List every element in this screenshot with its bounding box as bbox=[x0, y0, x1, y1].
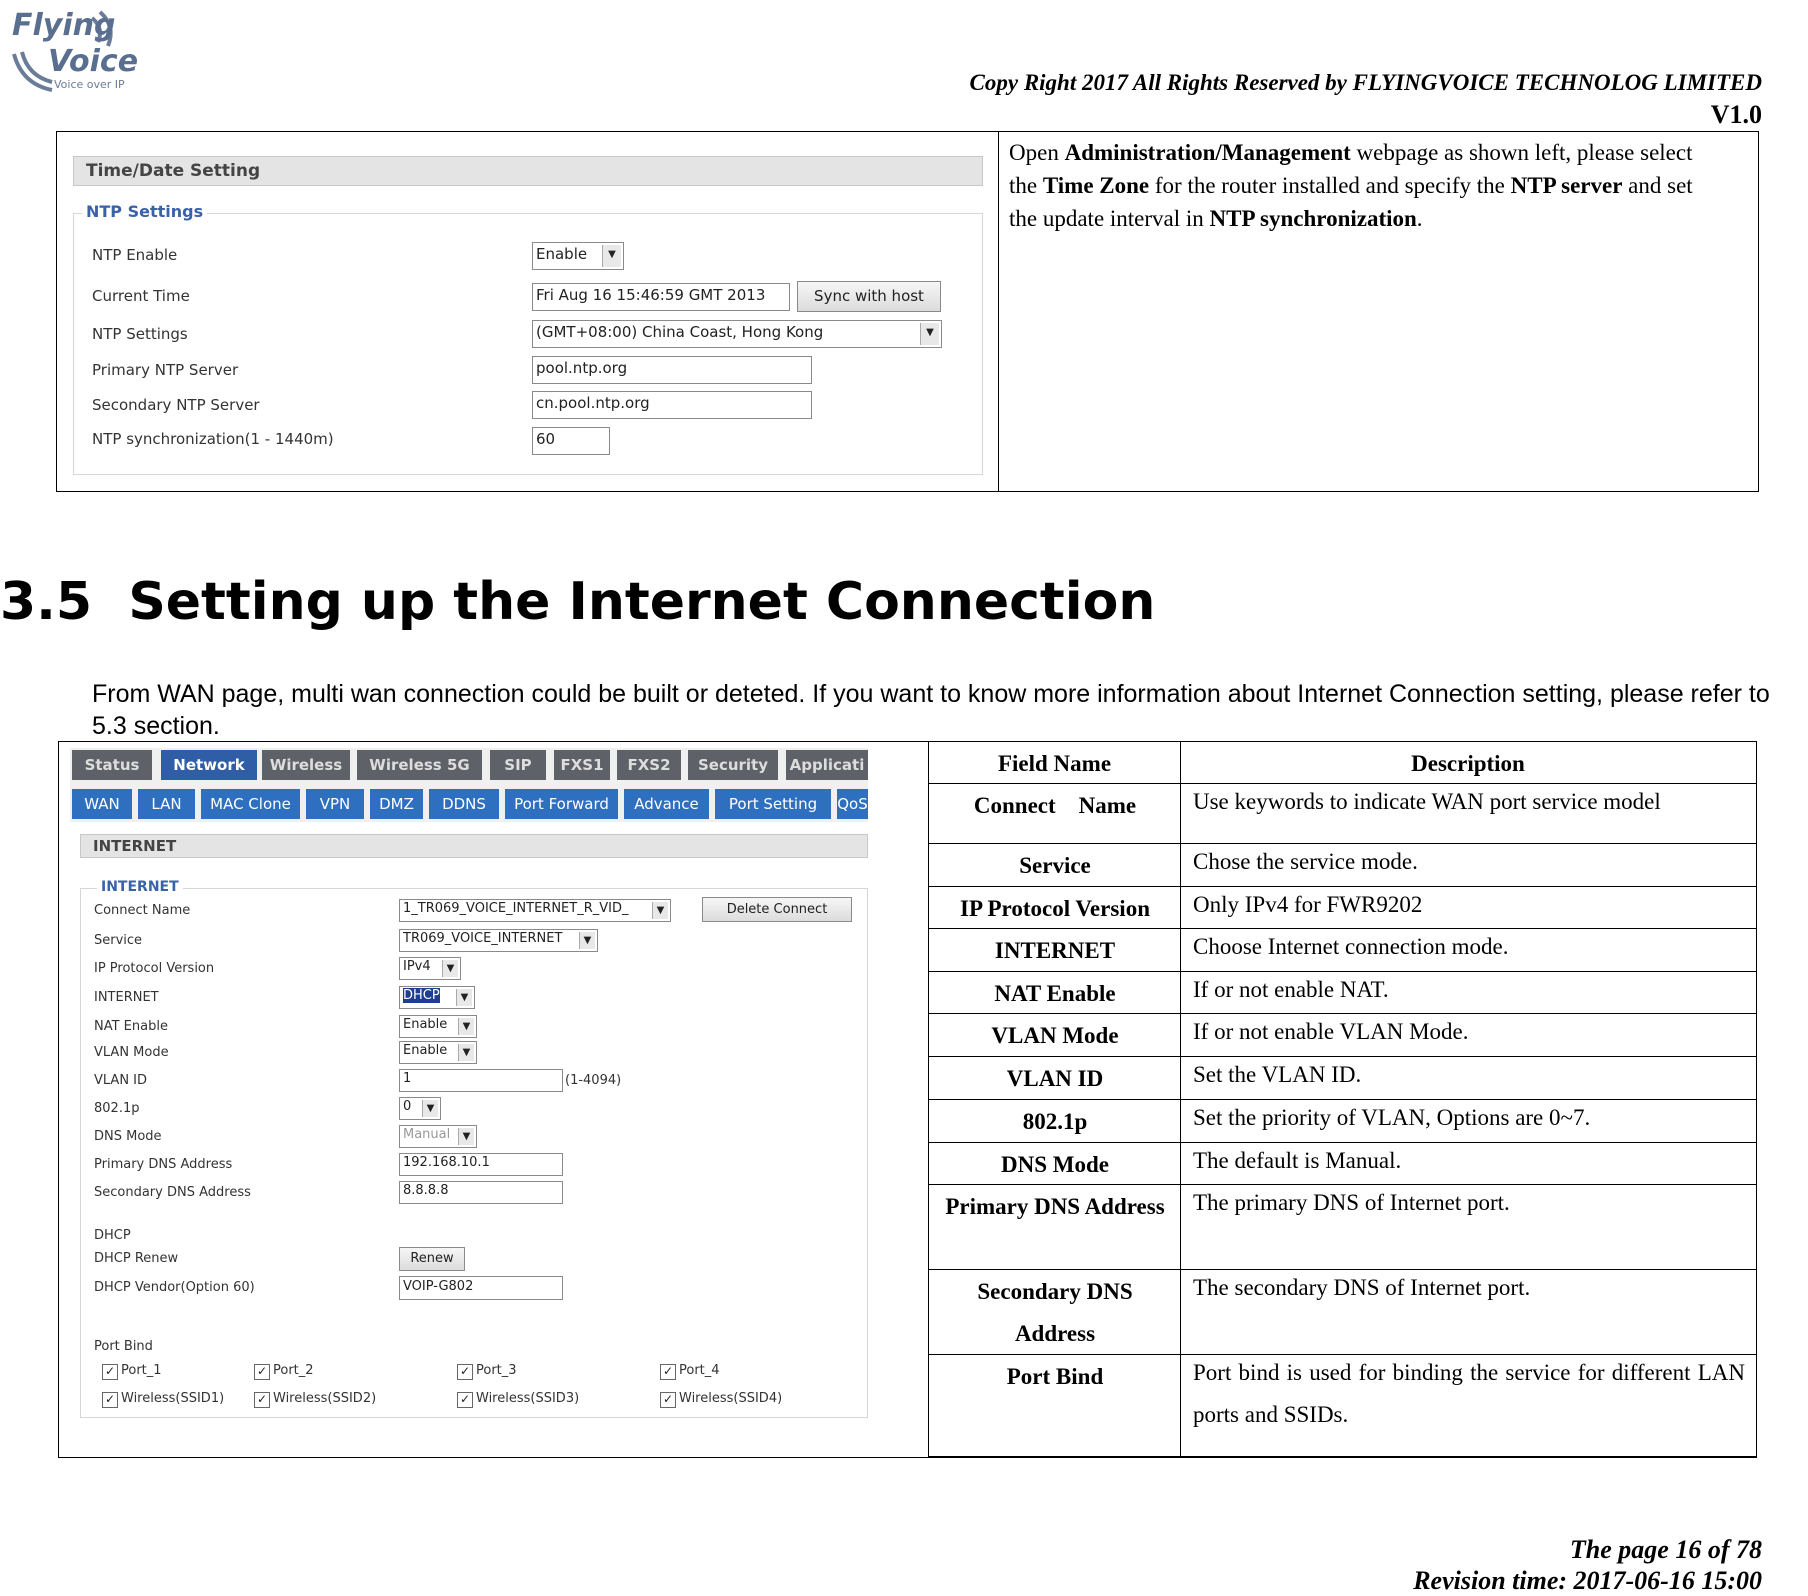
description-cell: The secondary DNS of Internet port. bbox=[1193, 1275, 1531, 1300]
delete-connect-button[interactable]: Delete Connect bbox=[702, 897, 852, 922]
internet-legend: INTERNET bbox=[97, 879, 183, 895]
router-row-field[interactable] bbox=[399, 957, 461, 980]
chevron-down-icon: ▼ bbox=[458, 1128, 474, 1145]
field-name-cell: NAT Enable bbox=[994, 981, 1116, 1006]
field-name-cell: Secondary DNS Address bbox=[977, 1279, 1133, 1346]
router-row-field[interactable] bbox=[399, 986, 475, 1009]
router-row-value: 1 bbox=[403, 1071, 412, 1086]
logo-subtitle: Voice over IP bbox=[54, 78, 125, 91]
secondary-ntp-field[interactable]: cn.pool.ntp.org bbox=[532, 391, 812, 419]
chevron-down-icon: ▼ bbox=[652, 902, 668, 919]
router-row-value: Enable bbox=[403, 1017, 448, 1032]
description-cell: If or not enable VLAN Mode. bbox=[1193, 1019, 1469, 1044]
subtab-advance[interactable]: Advance bbox=[624, 789, 709, 819]
subtab-dmz[interactable]: DMZ bbox=[370, 789, 423, 819]
port-label: Port_4 bbox=[679, 1363, 720, 1378]
revision-time: Revision time: 2017-06-16 15:00 bbox=[1413, 1566, 1762, 1595]
primary-ntp-label: Primary NTP Server bbox=[92, 361, 239, 379]
field-name-cell: 802.1p bbox=[1022, 1109, 1088, 1134]
router-row-field[interactable] bbox=[399, 1097, 441, 1120]
router-row-label: Secondary DNS Address bbox=[94, 1185, 251, 1200]
router-row-value: 1_TR069_VOICE_INTERNET_R_VID_ bbox=[403, 901, 629, 916]
tab-applicati[interactable]: Applicati bbox=[786, 750, 868, 780]
field-name-cell: Primary DNS Address bbox=[945, 1194, 1165, 1219]
tab-wireless-5g[interactable]: Wireless 5G bbox=[357, 750, 482, 780]
primary-ntp-field[interactable]: pool.ntp.org bbox=[532, 356, 812, 384]
table-row-line bbox=[928, 1456, 1756, 1457]
description-cell: The default is Manual. bbox=[1193, 1148, 1402, 1173]
vlan-range-note: (1-4094) bbox=[565, 1073, 622, 1088]
router-row-value: 0 bbox=[403, 1099, 412, 1114]
internet-section-title: INTERNET bbox=[80, 834, 868, 858]
subtab-mac-clone[interactable]: MAC Clone bbox=[201, 789, 300, 819]
ssid-label: Wireless(SSID1) bbox=[121, 1391, 225, 1406]
field-name-cell: DNS Mode bbox=[1001, 1152, 1109, 1177]
dhcp-vendor-field[interactable]: VOIP-G802 bbox=[399, 1276, 563, 1300]
ssid-label: Wireless(SSID2) bbox=[273, 1391, 377, 1406]
port-label: Port_2 bbox=[273, 1363, 314, 1378]
chevron-down-icon: ▼ bbox=[458, 1018, 474, 1035]
secondary-ntp-label: Secondary NTP Server bbox=[92, 396, 260, 414]
tab-wireless[interactable]: Wireless bbox=[262, 750, 350, 780]
router-row-label: DNS Mode bbox=[94, 1129, 162, 1144]
page-number: The page 16 of 78 bbox=[1569, 1535, 1762, 1564]
desc-text: Open bbox=[1009, 140, 1065, 165]
chevron-down-icon: ▼ bbox=[920, 323, 939, 345]
field-name-header: Field Name bbox=[997, 751, 1112, 776]
router-row-label: Service bbox=[94, 933, 143, 948]
subtab-vpn[interactable]: VPN bbox=[306, 789, 364, 819]
tab-network[interactable]: Network bbox=[161, 750, 257, 780]
router-row-label: INTERNET bbox=[94, 990, 159, 1005]
flyingvoice-logo bbox=[8, 4, 139, 92]
time-zone-select[interactable] bbox=[532, 320, 942, 348]
desc-bold: NTP server bbox=[1510, 173, 1623, 198]
time-setting-description bbox=[1009, 136, 1699, 235]
subtab-qos[interactable]: QoS bbox=[837, 789, 868, 819]
ntp-enable-value: Enable bbox=[536, 245, 588, 263]
description-cell: Set the priority of VLAN, Options are 0~7. bbox=[1193, 1105, 1591, 1130]
ntp-sync-field[interactable]: 60 bbox=[532, 427, 610, 455]
port-checkbox[interactable]: ✓ bbox=[254, 1364, 270, 1380]
router-row-label: VLAN Mode bbox=[94, 1045, 169, 1060]
desc-bold: Administration/Management bbox=[1064, 140, 1351, 165]
router-row-value: Enable bbox=[403, 1043, 448, 1058]
router-row-label: VLAN ID bbox=[94, 1073, 148, 1088]
router-row-value: 8.8.8.8 bbox=[403, 1183, 449, 1198]
chevron-down-icon: ▼ bbox=[602, 245, 621, 267]
section-paragraph: From WAN page, multi wan connection could be built or deteted. If you want to know more information about Internet Connection setting, please refer to 5.3 section. bbox=[92, 680, 1770, 740]
router-row-label: IP Protocol Version bbox=[94, 961, 215, 976]
field-name-cell: Connect Name bbox=[973, 793, 1137, 818]
current-time-label: Current Time bbox=[92, 287, 190, 305]
ntp-enable-label: NTP Enable bbox=[92, 246, 178, 264]
description-cell: Choose Internet connection mode. bbox=[1193, 934, 1509, 959]
router-row-field[interactable] bbox=[399, 899, 671, 922]
router-row-label: NAT Enable bbox=[94, 1019, 168, 1034]
version-text: V1.0 bbox=[1710, 100, 1762, 129]
dhcp-vendor-label: DHCP Vendor(Option 60) bbox=[94, 1280, 255, 1295]
field-name-cell: Port Bind bbox=[1006, 1364, 1104, 1389]
chevron-down-icon: ▼ bbox=[458, 1044, 474, 1061]
ntp-sync-label: NTP synchronization(1 - 1440m) bbox=[92, 430, 334, 448]
field-name-cell: Service bbox=[1019, 853, 1091, 878]
router-row-field[interactable] bbox=[399, 1015, 477, 1038]
port-bind-label: Port Bind bbox=[94, 1339, 153, 1354]
sync-with-host-button[interactable]: Sync with host bbox=[797, 281, 941, 312]
description-cell: Use keywords to indicate WAN port service model bbox=[1193, 789, 1661, 814]
port-checkbox[interactable]: ✓ bbox=[660, 1364, 676, 1380]
router-row-label: Connect Name bbox=[94, 903, 191, 918]
router-row-value: Manual bbox=[403, 1127, 451, 1142]
router-row-field[interactable] bbox=[399, 1181, 563, 1204]
description-cell: Set the VLAN ID. bbox=[1193, 1062, 1362, 1087]
router-row-label: 802.1p bbox=[94, 1101, 140, 1116]
description-cell: Chose the service mode. bbox=[1193, 849, 1418, 874]
desc-text: for the router installed and specify the bbox=[1149, 173, 1511, 198]
desc-bold: NTP synchronization bbox=[1209, 206, 1417, 231]
desc-bold: Time Zone bbox=[1042, 173, 1150, 198]
router-row-label: Primary DNS Address bbox=[94, 1157, 233, 1172]
chevron-down-icon: ▼ bbox=[422, 1100, 438, 1117]
description-cell: The primary DNS of Internet port. bbox=[1193, 1190, 1510, 1215]
description-cell: If or not enable NAT. bbox=[1193, 977, 1389, 1002]
router-row-value: 192.168.10.1 bbox=[403, 1155, 490, 1170]
subtab-port-forward[interactable]: Port Forward bbox=[505, 789, 618, 819]
field-name-cell: VLAN ID bbox=[1006, 1066, 1104, 1091]
ssid-checkbox[interactable]: ✓ bbox=[254, 1392, 270, 1408]
chevron-down-icon: ▼ bbox=[456, 989, 472, 1006]
tab-security[interactable]: Security bbox=[688, 750, 778, 780]
tab-fxs1[interactable]: FXS1 bbox=[554, 750, 610, 780]
router-row-value: DHCP bbox=[403, 988, 440, 1003]
subtab-lan[interactable]: LAN bbox=[138, 789, 195, 819]
subtab-port-setting[interactable]: Port Setting bbox=[715, 789, 831, 819]
logo-word-flying: Flying bbox=[12, 8, 116, 43]
dhcp-label: DHCP bbox=[94, 1228, 131, 1243]
subtab-wan[interactable]: WAN bbox=[72, 789, 132, 819]
current-time-field[interactable]: Fri Aug 16 15:46:59 GMT 2013 bbox=[532, 283, 790, 311]
desc-text: webpage as shown left, please select the bbox=[1009, 140, 1693, 198]
dhcp-renew-label: DHCP Renew bbox=[94, 1251, 179, 1266]
renew-button[interactable]: Renew bbox=[399, 1247, 465, 1271]
tab-fxs2[interactable]: FXS2 bbox=[617, 750, 681, 780]
router-row-field[interactable] bbox=[399, 929, 598, 952]
ssid-label: Wireless(SSID3) bbox=[476, 1391, 580, 1406]
subtab-ddns[interactable]: DDNS bbox=[429, 789, 499, 819]
router-row-field[interactable] bbox=[399, 1153, 563, 1176]
description-cell: Port bind is used for binding the service for different LAN ports and SSIDs. bbox=[1193, 1360, 1745, 1427]
ntp-legend: NTP Settings bbox=[82, 202, 207, 221]
port-label: Port_1 bbox=[121, 1363, 162, 1378]
port-label: Port_3 bbox=[476, 1363, 517, 1378]
time-zone-value: (GMT+08:00) China Coast, Hong Kong bbox=[536, 323, 824, 341]
router-row-field[interactable] bbox=[399, 1125, 477, 1148]
router-row-field[interactable] bbox=[399, 1069, 563, 1092]
port-checkbox[interactable]: ✓ bbox=[102, 1364, 118, 1380]
table-divider bbox=[998, 132, 999, 491]
tab-sip[interactable]: SIP bbox=[490, 750, 546, 780]
description-header: Description bbox=[1411, 751, 1525, 776]
desc-text: and set the update interval in bbox=[1009, 173, 1693, 231]
description-cell: Only IPv4 for FWR9202 bbox=[1193, 892, 1423, 917]
field-name-cell: INTERNET bbox=[994, 938, 1116, 963]
field-name-cell: VLAN Mode bbox=[991, 1023, 1119, 1048]
tab-status[interactable]: Status bbox=[72, 750, 152, 780]
chevron-down-icon: ▼ bbox=[442, 960, 458, 977]
logo-word-voice: Voice bbox=[48, 44, 139, 79]
field-name-cell: IP Protocol Version bbox=[960, 896, 1150, 921]
ssid-checkbox[interactable]: ✓ bbox=[660, 1392, 676, 1408]
section-heading: 3.5 Setting up the Internet Connection bbox=[0, 572, 1156, 632]
port-checkbox[interactable]: ✓ bbox=[457, 1364, 473, 1380]
router-row-field[interactable] bbox=[399, 1041, 477, 1064]
router-row-value: IPv4 bbox=[403, 959, 431, 974]
ntp-settings-label: NTP Settings bbox=[92, 325, 188, 343]
ssid-checkbox[interactable]: ✓ bbox=[457, 1392, 473, 1408]
desc-text: . bbox=[1416, 206, 1423, 231]
ntp-enable-select[interactable] bbox=[532, 242, 624, 270]
ssid-label: Wireless(SSID4) bbox=[679, 1391, 783, 1406]
ssid-checkbox[interactable]: ✓ bbox=[102, 1392, 118, 1408]
copyright-text: Copy Right 2017 All Rights Reserved by FLYINGVOICE TECHNOLOG LIMITED bbox=[969, 70, 1762, 95]
chevron-down-icon: ▼ bbox=[579, 932, 595, 949]
time-date-section-title: Time/Date Setting bbox=[73, 156, 983, 186]
router-row-value: TR069_VOICE_INTERNET bbox=[403, 931, 563, 946]
